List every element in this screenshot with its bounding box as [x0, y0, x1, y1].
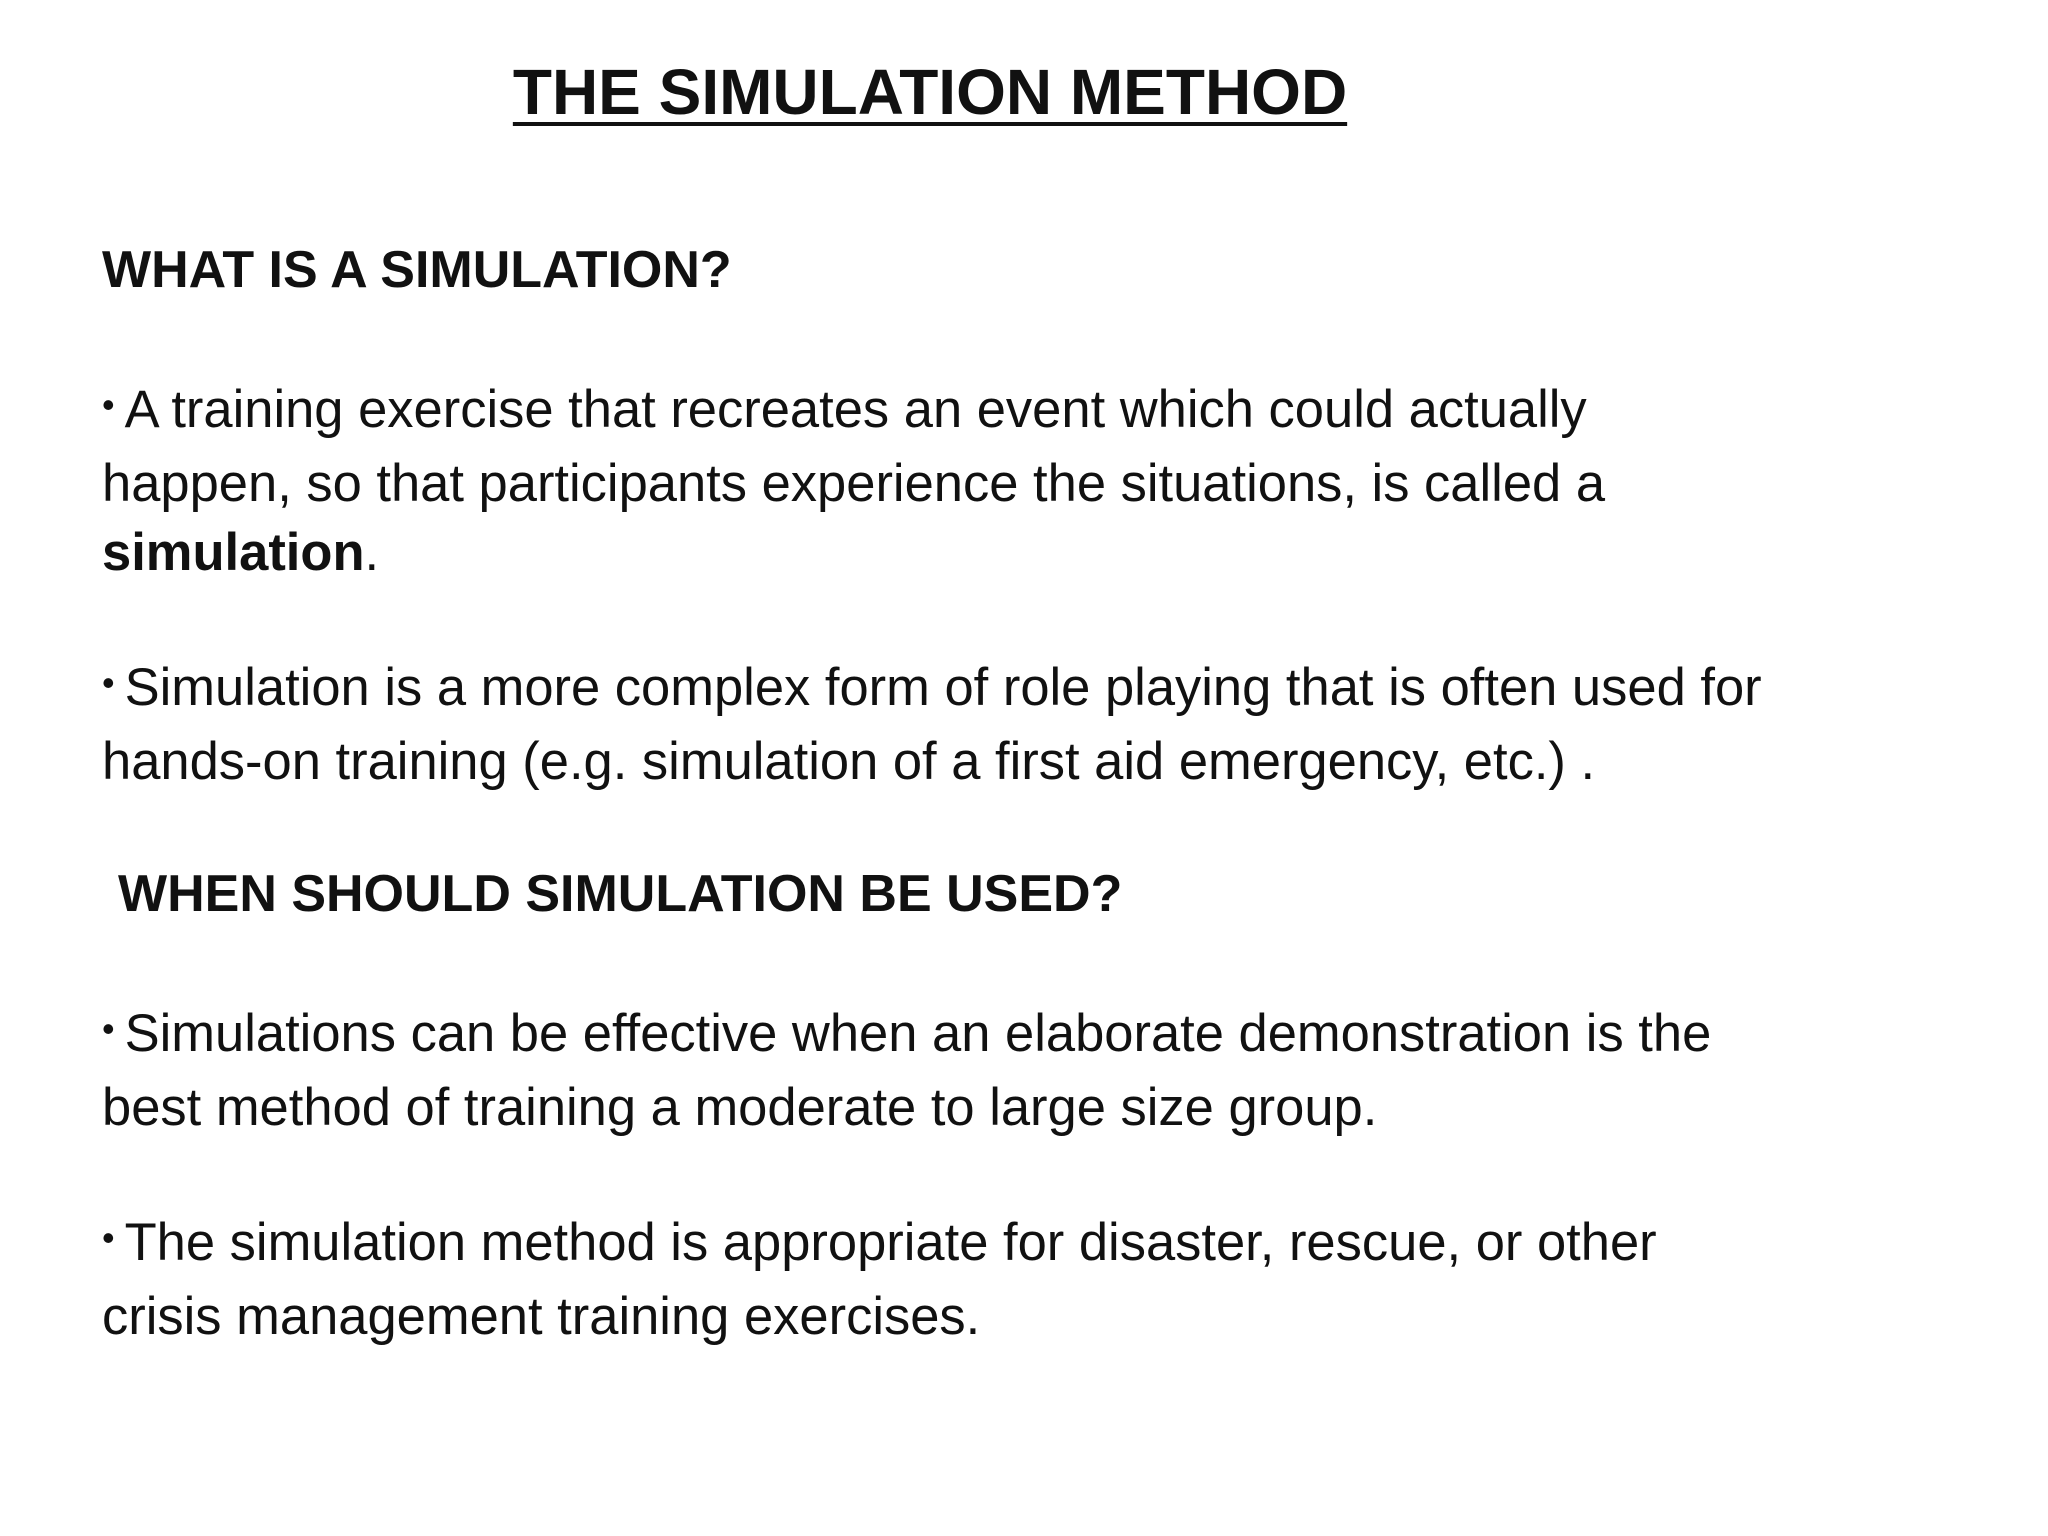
bullet-marker: •: [102, 384, 115, 425]
bullet-text-line: best method of training a moderate to large size group.: [102, 1078, 1378, 1137]
bullet-disaster-training: [102, 1208, 2002, 1351]
bullet-marker: •: [102, 1008, 115, 1049]
section-heading-when-used: WHEN SHOULD SIMULATION BE USED?: [118, 865, 1123, 923]
bullet-term: simulation: [102, 523, 365, 582]
bullet-marker: •: [102, 1217, 115, 1258]
bullet-text-line: A training exercise that recreates an event which could actually: [124, 380, 1587, 439]
section-heading-what-is: WHAT IS A SIMULATION?: [102, 241, 732, 299]
bullet-text-line: Simulation is a more complex form of role playing that is often used for: [124, 658, 1762, 717]
bullet-effective-demonstration: [102, 999, 2002, 1142]
bullet-complex-role-playing: [102, 653, 2002, 796]
bullet-text-end: .: [364, 523, 380, 582]
bullet-text-line: crisis management training exercises.: [102, 1287, 981, 1346]
bullet-text-line: Simulations can be effective when an elaborate demonstration is the: [124, 1004, 1712, 1063]
bullet-text-line: happen, so that participants experience the situations, is called a: [102, 454, 1606, 513]
bullet-marker: •: [102, 662, 115, 703]
slide-title-text: THE SIMULATION METHOD: [512, 56, 1348, 128]
bullet-definition: [102, 375, 2002, 587]
bullet-text-line: hands-on training (e.g. simulation of a first aid emergency, etc.) .: [102, 732, 1596, 791]
bullet-text-line: The simulation method is appropriate for disaster, rescue, or other: [124, 1213, 1657, 1272]
slide-title: [0, 52, 1860, 132]
